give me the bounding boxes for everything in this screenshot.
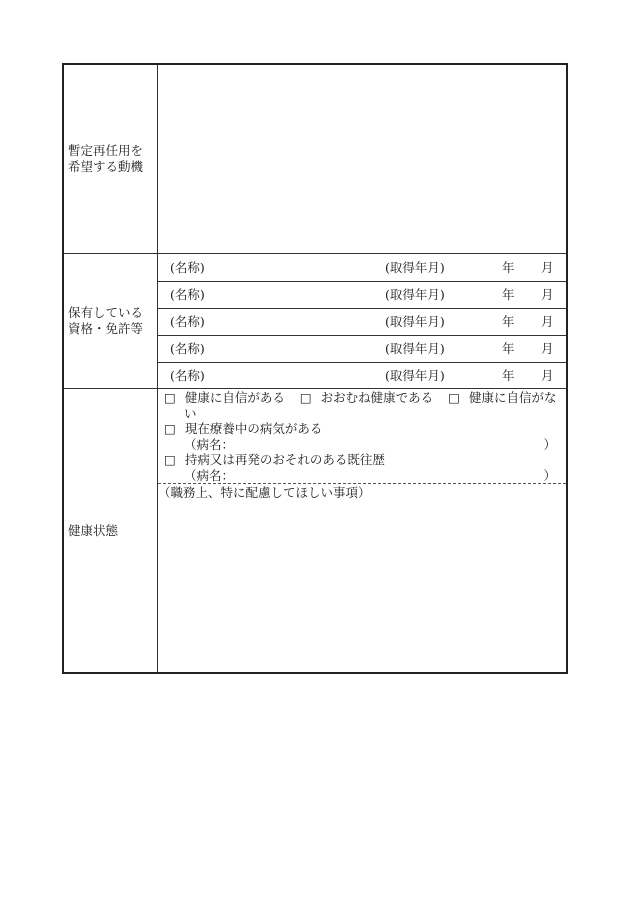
option-not-confident-label: 健康に自信がない (184, 390, 557, 421)
qualifications-label-line-2: 資格・免許等 (68, 321, 144, 336)
motivation-row (64, 65, 566, 253)
current-illness-line (164, 421, 564, 437)
past-illness-line (164, 452, 564, 468)
qualification-month-label: 月 (541, 287, 554, 302)
disease-name-prefix: （病名： (184, 436, 235, 452)
disease-name-prefix: （病名： (184, 467, 235, 483)
qualification-entry-3[interactable] (158, 308, 566, 335)
qualification-name-label: (名称) (170, 287, 205, 302)
checkbox-healthy[interactable]: □ (164, 390, 176, 405)
checkbox-mostly-healthy[interactable]: □ (299, 390, 312, 405)
current-illness-disease-field[interactable] (164, 437, 564, 453)
qualification-name-label: (名称) (170, 314, 205, 329)
qualification-year-label: 年 (502, 368, 515, 383)
checkbox-past-illness[interactable]: □ (164, 452, 176, 468)
accommodation-note-section (158, 484, 566, 672)
qualification-entry-5[interactable] (158, 362, 566, 388)
qualification-month-label: 月 (541, 260, 554, 275)
health-row (64, 388, 566, 672)
qualification-year-label: 年 (502, 287, 515, 302)
health-label: 健康状態 (68, 522, 119, 538)
motivation-entry-area[interactable] (158, 65, 566, 253)
checkbox-not-confident[interactable]: □ (448, 390, 460, 405)
qualification-name-label: (名称) (170, 260, 205, 275)
motivation-content (158, 65, 566, 253)
health-content (158, 389, 566, 672)
qualification-year-label: 年 (502, 260, 515, 275)
option-mostly-healthy-label: おおむね健康である (320, 390, 434, 405)
past-illness-label: 持病又は再発のおそれのある既往歴 (184, 452, 385, 468)
qualifications-label-line-1: 保有している (68, 305, 144, 320)
motivation-label-line-1: 暫定再任用を (68, 143, 144, 158)
self-assessment-line (164, 390, 564, 421)
disease-name-suffix: ） (543, 436, 556, 452)
qualification-entry-2[interactable] (158, 281, 566, 308)
checkbox-current-illness[interactable]: □ (164, 421, 176, 437)
qualification-date-label: (取得年月) (385, 314, 445, 329)
option-healthy-label: 健康に自信がある (184, 390, 285, 405)
qualification-date-label: (取得年月) (385, 341, 445, 356)
qualification-date-label: (取得年月) (385, 287, 445, 302)
qualifications-row (64, 253, 566, 388)
qualification-date-label: (取得年月) (385, 368, 445, 383)
accommodation-note-heading: （職務上、特に配慮してほしい事項） (158, 485, 371, 500)
current-illness-label: 現在療養中の病気がある (184, 421, 323, 437)
disease-name-suffix: ） (543, 467, 556, 483)
qualification-year-label: 年 (502, 314, 515, 329)
qualification-entry-1[interactable] (158, 254, 566, 281)
qualification-month-label: 月 (541, 314, 554, 329)
past-illness-disease-field[interactable] (164, 468, 564, 484)
health-label-cell (64, 389, 158, 672)
qualification-name-label: (名称) (170, 341, 205, 356)
reappointment-form-table (62, 63, 568, 674)
qualification-month-label: 月 (541, 368, 554, 383)
motivation-label-line-2: 希望する動機 (68, 159, 144, 174)
accommodation-note-entry-area[interactable] (158, 502, 566, 672)
qualification-name-label: (名称) (170, 368, 205, 383)
motivation-label (64, 65, 158, 253)
qualifications-label (64, 254, 158, 388)
health-checklist (158, 389, 566, 484)
qualifications-entries (158, 254, 566, 388)
qualification-date-label: (取得年月) (385, 260, 445, 275)
qualification-entry-4[interactable] (158, 335, 566, 362)
qualification-month-label: 月 (541, 341, 554, 356)
qualification-year-label: 年 (502, 341, 515, 356)
